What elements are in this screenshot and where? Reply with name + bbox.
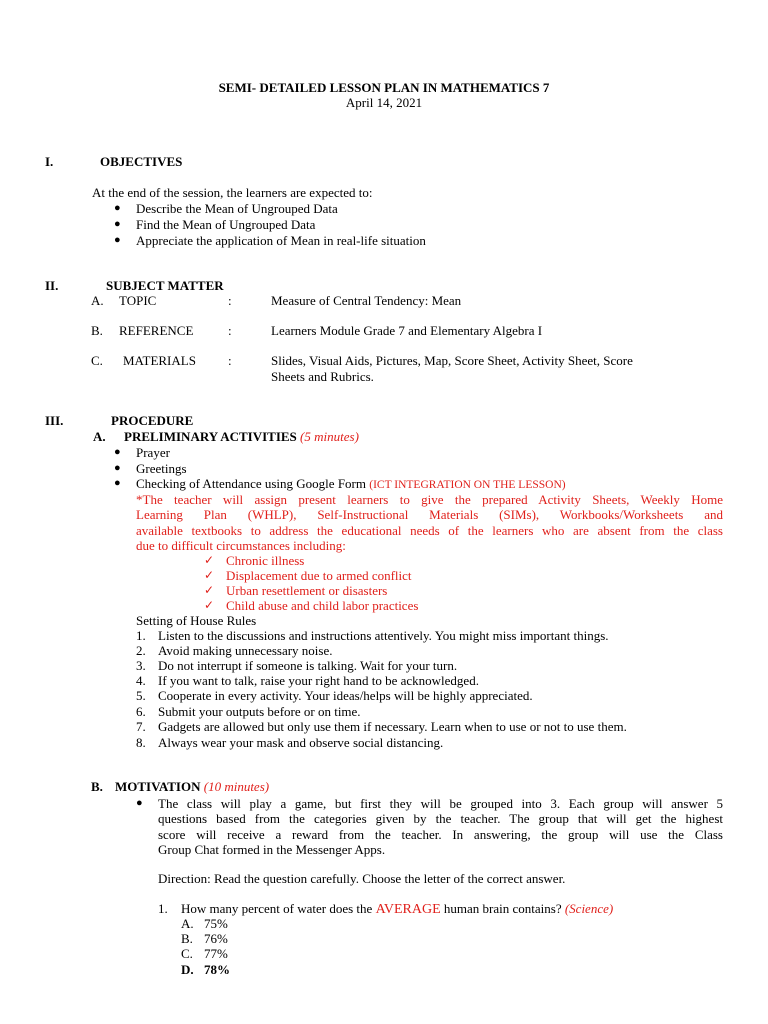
row-label-materials: MATERIALS [123,353,196,368]
preliminary-time: (5 minutes) [300,429,359,444]
row-separator: : [228,353,232,368]
rule-number: 1. [136,628,146,643]
circumstance-item: Displacement due to armed conflict [226,568,412,583]
house-rules-title: Setting of House Rules [136,613,257,628]
bullet-icon: ● [114,234,121,246]
bullet-icon: ● [114,446,121,458]
note-line: *The teacher will assign present learners to give the prepared Activity Sheets, Weekly Home [136,492,723,507]
row-label-topic: TOPIC [119,293,157,308]
row-value-materials-cont: Sheets and Rubrics. [271,369,374,384]
row-separator: : [228,293,232,308]
choice-letter: B. [181,931,193,946]
preliminary-item: Greetings [136,461,187,476]
subsection-heading-preliminary [124,429,359,444]
document-date: April 14, 2021 [345,95,423,110]
choice-text-correct: 78% [204,962,230,977]
bullet-icon: ● [114,462,121,474]
rule-text: If you want to talk, raise your right hand to be acknowledged. [158,673,479,688]
row-value-reference: Learners Module Grade 7 and Elementary Algebra I [271,323,543,338]
bullet-icon: ● [114,202,121,214]
bullet-icon: ● [136,797,143,809]
motivation-paragraph [158,796,723,857]
paragraph-line: Group Chat formed in the Messenger Apps. [158,841,386,857]
row-letter: C. [91,353,103,368]
note-line: due to difficult circumstances including: [136,537,346,553]
ict-note: (ICT INTEGRATION ON THE LESSON) [369,479,566,491]
preliminary-item: Prayer [136,445,170,460]
section-numeral: I. [45,154,54,169]
rule-text: Cooperate in every activity. Your ideas/helps will be highly appreciated. [158,688,533,703]
subsection-letter: A. [93,429,106,444]
preliminary-item-attendance [136,476,566,493]
checkmark-icon: ✓ [204,568,215,582]
preliminary-heading-text: PRELIMINARY ACTIVITIES [124,429,297,444]
bullet-icon: ● [114,477,121,489]
circumstance-item: Chronic illness [226,553,305,568]
objective-item: Describe the Mean of Ungrouped Data [136,201,338,216]
paragraph-line: The class will play a game, but first they will be grouped into 3. Each group will answer 5 [158,796,723,811]
checkmark-icon: ✓ [204,583,215,597]
section-heading-subject-matter: SUBJECT MATTER [106,278,224,293]
bullet-icon: ● [114,218,121,230]
motivation-heading-text: MOTIVATION [115,779,201,794]
question-text-after: human brain contains? [443,901,562,916]
subsection-heading-motivation [115,779,269,794]
paragraph-line: questions based from the categories given by the teacher. The group that will get the highest [158,811,723,827]
question-category: (Science) [564,901,614,916]
question-text-before: How many percent of water does the [181,901,373,916]
section-numeral: II. [45,278,59,293]
note-line: available textbooks to address the educational needs of the learners who are absent from the class [136,522,723,538]
section-heading-procedure: PROCEDURE [111,413,194,428]
checkmark-icon: ✓ [204,598,215,612]
question-highlight: AVERAGE [375,902,441,917]
rule-number: 8. [136,735,146,750]
objective-item: Appreciate the application of Mean in real-life situation [136,233,426,248]
rule-text: Always wear your mask and observe social distancing. [158,735,444,750]
rule-text: Listen to the discussions and instructions attentively. You might miss important things. [158,628,609,643]
paragraph-line: score will receive a reward from the teacher. In answering, the group will use the Class [158,826,723,842]
checkmark-icon: ✓ [204,553,215,567]
rule-text: Gadgets are allowed but only use them if necessary. Learn when to use or not to use them. [158,719,627,734]
row-label-reference: REFERENCE [119,323,194,338]
row-value-topic: Measure of Central Tendency: Mean [271,293,462,308]
rule-text: Avoid making unnecessary noise. [158,643,333,658]
motivation-time: (10 minutes) [203,779,270,794]
choice-text: 77% [204,946,228,961]
row-letter: A. [91,293,104,308]
rule-number: 7. [136,719,146,734]
circumstance-item: Urban resettlement or disasters [226,583,388,598]
choice-text: 75% [204,916,228,931]
attendance-text: Checking of Attendance using Google Form [136,476,366,491]
choice-letter-correct: D. [181,962,194,977]
circumstance-item: Child abuse and child labor practices [226,598,419,613]
row-separator: : [228,323,232,338]
document-title: SEMI- DETAILED LESSON PLAN IN MATHEMATICS 7 [218,80,550,95]
row-letter: B. [91,323,103,338]
row-value-materials: Slides, Visual Aids, Pictures, Map, Score Sheet, Activity Sheet, Score [271,353,633,368]
note-line: Learning Plan (WHLP), Self-Instructional Materials (SIMs), Workbooks/Worksheets and [136,507,723,523]
objective-item: Find the Mean of Ungrouped Data [136,217,316,232]
rule-text: Do not interrupt if someone is talking. Wait for your turn. [158,658,458,673]
section-heading-objectives: OBJECTIVES [100,154,183,169]
choice-letter: A. [181,916,194,931]
rule-number: 5. [136,688,146,703]
rule-number: 4. [136,673,146,688]
rule-number: 6. [136,704,146,719]
rule-text: Submit your outputs before or on time. [158,704,361,719]
objectives-intro: At the end of the session, the learners are expected to: [92,185,373,200]
rule-number: 2. [136,643,146,658]
choice-letter: C. [181,946,193,961]
rule-number: 3. [136,658,146,673]
absent-learners-note [136,492,723,553]
choice-text: 76% [204,931,228,946]
question-number: 1. [158,901,168,916]
direction-text: Direction: Read the question carefully. Choose the letter of the correct answer. [158,871,566,886]
section-numeral: III. [45,413,64,428]
subsection-letter: B. [91,779,103,794]
question-text [181,901,613,917]
